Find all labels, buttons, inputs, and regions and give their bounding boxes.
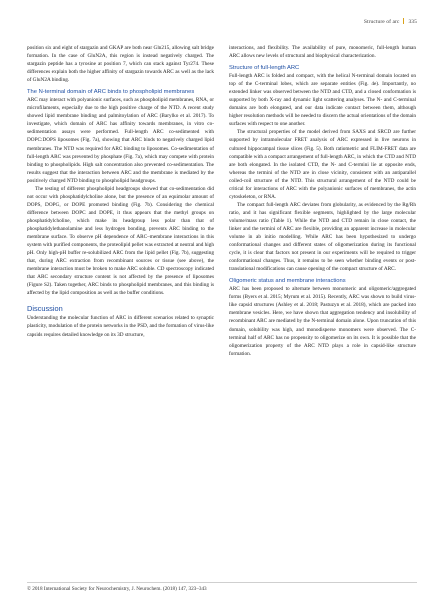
paragraph: The structural properties of the model derived from SAXS and SRCD are further supported by intramolecular FRET analysis of ARC expressed in live neurons in cultured hippocampal tissue slices (Fig. 5). Both ratiometric and FLIM-FRET data are compatible with a compact arrangement of full-length ARC, in which the CTD and NTD are both elongated. In the isolated CTD, the N- and C-termini lie at opposite ends, whereas the termini of the NTD are in close vicinity, consistent with an antiparallel coiled-coil structure of the NTD. This structural arrangement of the NTD could be critical for interactions of ARC with the polyanionic surfaces of membranes, the actin cytoskeleton, or RNA. — [229, 129, 416, 200]
paragraph: position six and eight of stargazin and GKAP are both near Gln215, allowing salt bridge formation. In the case of GluN2A, this region is instead negatively charged. The stargazin peptide has a tyrosine at position 7, which can stack against Tyr274. These differences explain both the higher affinity of stargazin towards ARC as well as the lack of GluN2A binding. — [27, 45, 214, 84]
paragraph: Full-length ARC is folded and compact, with the helical N-terminal domain located on top of the C-terminal lobes, which are separate entities (Fig. 4e). Importantly, no extended linker was observed between the NTD and CTD, and a closed conformation is supported by both X-ray and dynamic light scattering analyses. The N- and C-terminal domains are both elongated, and our data indicate contact between them, although higher resolution methods will be needed to discern the actual orientations of the domain surfaces with respect to one another. — [229, 73, 416, 128]
page-number: 335 — [408, 19, 417, 25]
page-footer: © 2018 International Society for Neurochemistry, J. Neurochem. (2018) 147, 323–343 — [27, 582, 417, 592]
running-title: Structure of arc — [363, 19, 400, 25]
right-column — [229, 44, 416, 358]
running-header — [364, 18, 417, 25]
paragraph: ARC has been proposed to alternate between monomeric and oligomeric/aggregated forms (Byers et al. 2015; Myrum et al. 2015). Recently, ARC was shown to build virus-like capsid structures (Ashley et al. 2018; Pastuzyn et al. 2018), which are packed into membrane vesicles. Here, we have shown that aggregation tendency and insolubility of recombinant ARC are mediated by the N-terminal domain alone. Upon truncation of this domain, solubility was high, and monodisperse monomers were observed. The C-terminal half of ARC has no propensity to oligomerize on its own. It is possible that the oligomerization property of the ARC NTD plays a role in capsid-like structure formation. — [229, 286, 416, 357]
paragraph: Understanding the molecular function of ARC in different scenarios related to synaptic plasticity, modulation of the protein networks in the PSD, and the formation of virus-like capsids requires detailed knowledge on its 3D structure, — [27, 315, 214, 338]
section-heading: Oligomeric status and membrane interactions — [229, 278, 346, 285]
paragraph: interactions, and flexibility. The availability of pure, monomeric, full-length human ARC allows new levels of structural and biophysical characterization. — [229, 45, 416, 60]
header-separator — [403, 18, 404, 24]
section-heading: The N-terminal domain of ARC binds to phospholipid membranes — [27, 89, 195, 96]
left-column — [27, 44, 214, 339]
paragraph: The compact full-length ARC deviates from globularity, as evidenced by the Rg/Rh ratio, and it has significant flexible segments, highlighted by the large molecular volume/mass ratio (Table 1). While the NTD and CTD remain in close contact, the linker and the termini of ARC are flexible, providing an apparent increase in molecular volume in ab initio modelling. While ARC has been hypothesized to undergo conformational changes and different states of oligomerization during its functional cycle, it is clear that factors not present in our experiments will be required to trigger conformational changes. Thus, it remains to be seen whether binding events or post-translational modifications can cause opening of the compact structure of ARC. — [229, 201, 416, 273]
paragraph: The testing of different phospholipid headgroups showed that co-sedimentation did not occur with phosphatidylcholine alone, but the presence of an equimolar amount of DOPS, DOPG, or DOPE promoted binding (Fig. 7b). Considering the chemical difference between DOPC and DOPE, it thus appears that the methyl groups on phosphatidylcholine, which make its headgroup less polar than that of phosphatidylethanolamine and less hydrogen bonding, prevents ARC binding to the membrane surface. To observe pH dependence of ARC–membrane interactions in this system with purified components, the proteolipid pellet was extracted at neutral and high pH. Only high-pH buffer re-solubilized ARC from the lipid pellet (Fig. 7b), suggesting that, during ARC extraction from recombinant sources or tissue (see above), the membrane interaction must be broken to make ARC soluble. CD spectroscopy indicated that ARC secondary structure content is not affected by the presence of liposomes (Figure S2). Taken together, ARC binds to phospholipid membranes, and this binding is affected by the lipid composition as well as the buffer conditions. — [27, 185, 214, 297]
section-heading: Structure of full-length ARC — [229, 65, 300, 72]
section-heading-discussion: Discussion — [27, 304, 63, 314]
paragraph: ARC may interact with polyanionic surfaces, such as phospholipid membranes, RNA, or microfilaments, especially due to the high positive charge of the NTD. A recent study showed lipid membrane binding and palmitoylation of ARC (Barylko et al. 2017). To investigate, which domain of ARC has affinity towards membranes, in vitro co-sedimentation assays were performed. Full-length ARC co-sedimented with DOPC:DOPS liposomes (Fig. 7a), showing that ARC binds to negatively charged lipid membranes. The NTD was required for ARC binding to liposomes. Co-sedimentation of full-length ARC was prevented by phosphate (Fig. 7a), which may compete with protein binding to phospholipids. High salt concentration also prevented co-sedimentation. The results suggest that the interaction between ARC and the membrane is mediated by the positively charged NTD binding to phospholipid headgroups. — [27, 97, 214, 184]
